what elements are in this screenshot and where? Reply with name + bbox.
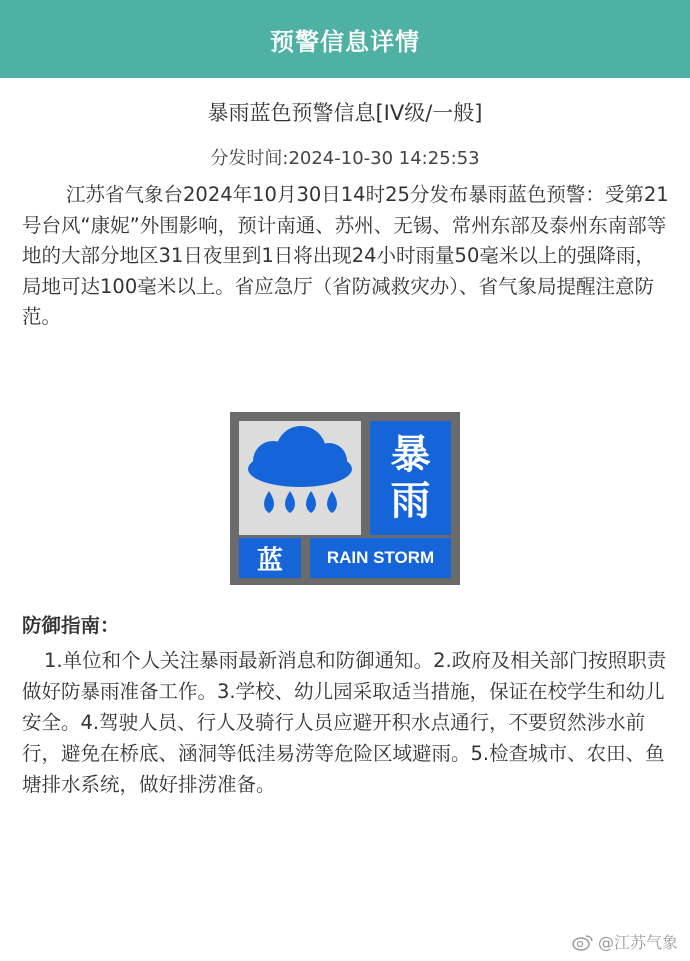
signal-level: 蓝	[239, 538, 301, 578]
watermark	[572, 930, 678, 953]
rainstorm-signal-image	[230, 412, 460, 585]
signal-chars-panel	[370, 421, 451, 535]
signal-english: RAIN STORM	[310, 538, 451, 578]
watermark-text: @江苏气象	[597, 933, 678, 952]
rain-cloud-icon	[239, 421, 361, 535]
guide-text: 1.单位和个人关注暴雨最新消息和防御通知。2.政府及相关部门按照职责做好防暴雨准备工作。3.学校、幼儿园采取适当措施，保证在校学生和幼儿安全。4.驾驶人员、行人及骑行人员应避开积水点通行，不要贸然涉水前行，避免在桥底、涵洞等低洼易涝等危险区域避雨。5.检查城市、农田、鱼塘排水系统，做好排涝准备。	[22, 649, 667, 796]
issue-time-value: 2024-10-30 14:25:53	[288, 148, 480, 169]
signal-char-2: 雨	[390, 478, 431, 524]
issue-time-label: 分发时间:	[210, 148, 289, 169]
page-title: 预警信息详情	[270, 27, 420, 56]
signal-char-1: 暴	[390, 432, 431, 478]
guide-title: 防御指南：	[22, 614, 120, 637]
issue-time	[0, 144, 690, 170]
warning-body: 江苏省气象台2024年10月30日14时25分发布暴雨蓝色预警：受第21号台风“康妮”外围影响，预计南通、苏州、无锡、常州东部及泰州东南部等地的大部分地区31日夜里到1日将出现24小时雨量50毫米以上的强降雨，局地可达100毫米以上。省应急厅（省防减救灾办）、省气象局提醒注意防范。	[22, 183, 669, 328]
weibo-icon	[572, 933, 594, 951]
warning-title: 暴雨蓝色预警信息[IV级/一般]	[207, 101, 483, 125]
signal-icon-panel	[239, 421, 361, 535]
page-header	[0, 0, 690, 78]
